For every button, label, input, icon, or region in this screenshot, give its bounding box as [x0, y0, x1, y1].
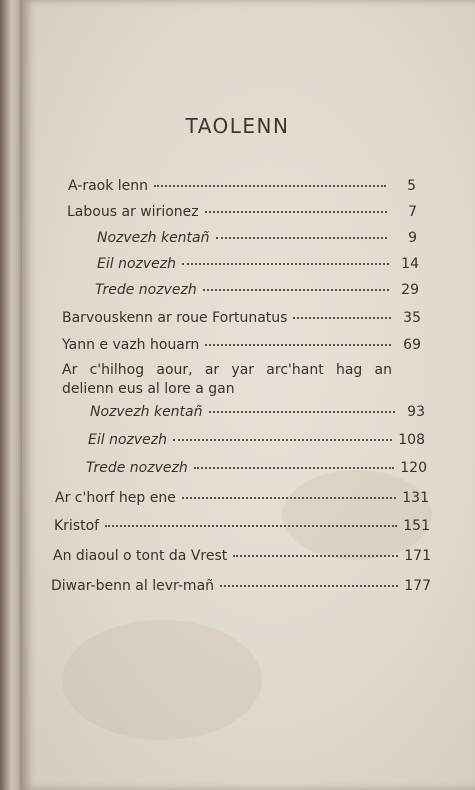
toc-entry [54, 518, 430, 534]
toc-entry-page: 171 [404, 548, 431, 564]
dot-leader [182, 497, 396, 499]
toc-entry [62, 337, 421, 353]
dot-leader [216, 237, 388, 239]
dot-leader [233, 555, 398, 557]
toc-entry-label: A-raok lenn [68, 178, 149, 194]
dot-leader [182, 263, 389, 265]
toc-entry-label: Barvouskenn ar roue Fortunatus [62, 310, 288, 326]
dot-leader [203, 289, 389, 291]
toc-entry-page: 29 [401, 282, 419, 298]
dot-leader [220, 585, 398, 587]
toc-entry-page: 14 [401, 256, 419, 272]
dot-leader [209, 411, 396, 413]
toc-entry-page: 69 [403, 337, 421, 353]
dot-leader [194, 467, 395, 469]
toc-entry [88, 432, 425, 448]
toc-entry-label: Eil nozvezh [88, 432, 167, 448]
toc-entry-label: Labous ar wirionez [67, 204, 199, 220]
toc-entry [62, 310, 421, 326]
toc-entry [95, 282, 419, 298]
toc-entry [68, 178, 416, 194]
toc-entry-label: Yann e vazh houarn [62, 337, 200, 353]
toc-entry-page: 177 [404, 578, 431, 594]
page-title: TAOLENN [185, 114, 290, 138]
toc-entry [55, 490, 429, 506]
dot-leader [205, 344, 391, 346]
toc-entry-page: 9 [408, 230, 417, 246]
toc-entry-page: 35 [403, 310, 421, 326]
dot-leader [154, 185, 386, 187]
toc-entry [97, 256, 419, 272]
dot-leader [105, 525, 397, 527]
toc-entry-page: 7 [408, 204, 417, 220]
toc-entry [67, 204, 417, 220]
dot-leader [173, 439, 392, 441]
toc-entry-page: 5 [407, 178, 416, 194]
toc-entry-label: Nozvezh kentañ [90, 404, 203, 420]
toc-entry-label: An diaoul o tont da Vrest [53, 548, 228, 564]
toc-entry-label: Eil nozvezh [97, 256, 176, 272]
toc-entry-page: 120 [400, 460, 427, 476]
toc-entry-multiline: Ar c'hilhog aour, ar yar arc'hant hag an delienn eus al lore a gan [62, 362, 392, 397]
toc-entry [86, 460, 427, 476]
toc-entry-label: Ar c'horf hep ene [55, 490, 176, 506]
dot-leader [293, 317, 391, 319]
toc-entry-page: 151 [403, 518, 430, 534]
dot-leader [205, 211, 387, 213]
toc-entry-page: 131 [402, 490, 429, 506]
toc-entry-label: Diwar-benn al levr-mañ [51, 578, 215, 594]
toc-entry-page: 108 [398, 432, 425, 448]
toc-entry [97, 230, 417, 246]
toc-entry [90, 404, 425, 420]
toc-entry-label: Kristof [54, 518, 100, 534]
toc-entry [51, 578, 431, 594]
toc-entry [53, 548, 431, 564]
toc-entry-page: 93 [407, 404, 425, 420]
toc-entry-label: Nozvezh kentañ [97, 230, 210, 246]
toc-entry-label: Trede nozvezh [86, 460, 188, 476]
toc-entry-label: Trede nozvezh [95, 282, 197, 298]
